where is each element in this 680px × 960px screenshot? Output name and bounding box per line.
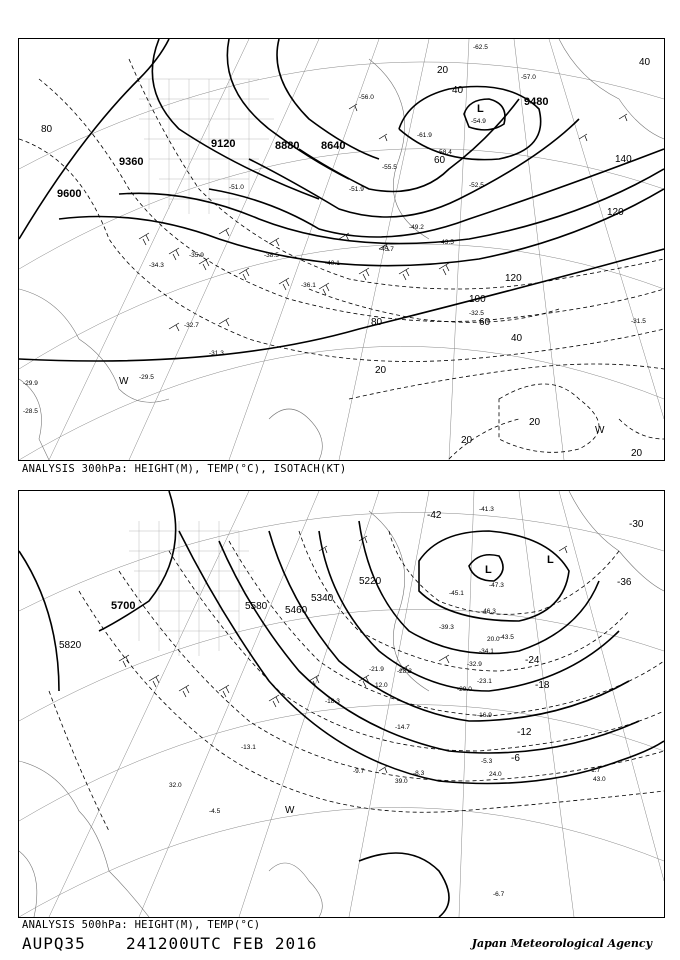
temp-label: -31.5 (631, 318, 646, 325)
obs-label: -5.3 (481, 758, 493, 765)
low-pressure-center: L (485, 564, 492, 576)
obs-label: -46.3 (481, 608, 496, 615)
obs-label: 12.0 (375, 682, 388, 689)
obs-label: -29.0 (457, 686, 472, 693)
height-label: 5340 (311, 593, 334, 604)
graticule (19, 491, 664, 917)
temp-contour-label: -30 (629, 519, 644, 530)
temp-contour-label: -6 (511, 753, 520, 764)
temp-contour-label: -12 (517, 727, 532, 738)
obs-label: -9.7 (353, 768, 365, 775)
caption-300hpa: ANALYSIS 300hPa: HEIGHT(M), TEMP(°C), ISOTACH(KT) (22, 463, 347, 475)
obs-label: -43.5 (499, 634, 514, 641)
coastlines (19, 491, 664, 917)
height-label: 5220 (359, 576, 382, 587)
obs-label: -28.3 (397, 668, 412, 675)
map-panel-500hpa (18, 490, 665, 918)
temp-label: -51.9 (349, 186, 364, 193)
height-label: 9360 (119, 156, 144, 168)
height-contours (19, 491, 664, 917)
temp-label: -62.5 (473, 44, 488, 51)
obs-label: 43.0 (593, 776, 606, 783)
isotach-label: 20 (437, 65, 449, 76)
temp-label: -34.3 (149, 262, 164, 269)
isotach-label: 120 (505, 273, 522, 284)
map-marker-w: W (285, 805, 295, 816)
temp-label: -29.9 (23, 380, 38, 387)
temp-label: -31.3 (209, 350, 224, 357)
temp-label: -43.5 (439, 239, 454, 246)
temp-label: -49.2 (409, 224, 424, 231)
temp-label: -54.9 (471, 118, 486, 125)
isotach-label: 120 (607, 207, 624, 218)
obs-label: -47.3 (489, 582, 504, 589)
isotach-label: 40 (639, 57, 651, 68)
isotach-label: 40 (511, 333, 523, 344)
obs-label: 32.0 (169, 782, 182, 789)
chart-footer (22, 934, 662, 956)
obs-label: -23.1 (477, 678, 492, 685)
isotach-label: 20 (631, 448, 643, 459)
isotach-label: 20 (461, 435, 473, 446)
obs-label: -1.7 (589, 767, 601, 774)
temp-label: -29.5 (139, 374, 154, 381)
map-300hpa-svg (19, 39, 664, 460)
obs-label: 20.0 (487, 636, 500, 643)
obs-label: -18.3 (325, 698, 340, 705)
temp-label: -36.1 (301, 282, 316, 289)
obs-label: -6.7 (493, 891, 505, 898)
obs-label: 24.0 (489, 771, 502, 778)
height-labels (59, 576, 382, 651)
wind-barbs (119, 536, 567, 773)
temp-contour-label: -24 (525, 655, 540, 666)
temp-label: -57.0 (521, 74, 536, 81)
station-observations (169, 506, 606, 898)
height-label: 5700 (111, 600, 136, 612)
height-label: 9480 (524, 96, 549, 108)
isotach-label: 100 (469, 294, 486, 305)
map-panel-300hpa (18, 38, 665, 461)
isotach-label: 40 (452, 85, 464, 96)
bulletin-timestamp: 241200UTC FEB 2016 (126, 934, 318, 953)
temp-label: -55.5 (382, 164, 397, 171)
height-label: 8880 (275, 140, 300, 152)
map-marker-w: W (119, 376, 129, 387)
isotach-label: 60 (479, 317, 491, 328)
low-pressure-center: L (547, 554, 554, 566)
map-500hpa-svg (19, 491, 664, 917)
map-marker-w: W (595, 425, 605, 436)
temp-contour-label: -36 (617, 577, 632, 588)
obs-label: -21.9 (369, 666, 384, 673)
height-contours (19, 39, 664, 361)
obs-label: -16.9 (477, 712, 492, 719)
height-label: 8640 (321, 140, 346, 152)
bulletin-code: AUPQ35 (22, 934, 86, 953)
low-pressure-center: L (477, 103, 484, 115)
isotach-label: 80 (41, 124, 53, 135)
height-label: 5580 (245, 601, 268, 612)
temp-label: -45.7 (379, 246, 394, 253)
obs-label: -8.3 (413, 770, 425, 777)
obs-label: -14.7 (395, 724, 410, 731)
obs-label: -32.9 (467, 661, 482, 668)
isotach-label: 60 (434, 155, 446, 166)
coastlines (19, 39, 664, 460)
temp-contour-label: -18 (535, 680, 550, 691)
isotach-contours (19, 59, 664, 459)
agency-name: Japan Meteorological Agency (471, 937, 652, 950)
temperature-labels (427, 510, 644, 764)
temp-label: -32.5 (469, 310, 484, 317)
obs-label: -4.5 (209, 808, 221, 815)
temp-label: -58.4 (437, 149, 452, 156)
terrain-hatch (129, 521, 254, 656)
temp-label: -35.9 (189, 252, 204, 259)
obs-label: -41.3 (479, 506, 494, 513)
isotach-label: 20 (529, 417, 541, 428)
height-label: 9600 (57, 188, 82, 200)
temperature-labels (23, 44, 646, 415)
obs-label: -45.1 (449, 590, 464, 597)
temp-label: -32.7 (184, 322, 199, 329)
obs-label: -13.1 (241, 744, 256, 751)
graticule (19, 39, 664, 460)
temp-label: -56.0 (359, 94, 374, 101)
temp-label: -28.5 (23, 408, 38, 415)
temp-contour-label: -42 (427, 510, 442, 521)
temp-label: -61.9 (417, 132, 432, 139)
temp-label: -51.0 (229, 184, 244, 191)
isotach-label: 20 (375, 365, 387, 376)
isotach-label: 140 (615, 154, 632, 165)
isotach-label: 80 (371, 317, 383, 328)
obs-label: -34.1 (479, 648, 494, 655)
temp-label: -52.5 (469, 182, 484, 189)
temp-label: -40.1 (325, 260, 340, 267)
obs-label: 39.0 (395, 778, 408, 785)
obs-label: -39.3 (439, 624, 454, 631)
caption-500hpa: ANALYSIS 500hPa: HEIGHT(M), TEMP(°C) (22, 919, 261, 931)
temp-label: -38.5 (264, 252, 279, 259)
height-label: 5820 (59, 640, 82, 651)
temperature-contours (49, 531, 664, 831)
height-label: 5460 (285, 605, 308, 616)
height-label: 9120 (211, 138, 236, 150)
